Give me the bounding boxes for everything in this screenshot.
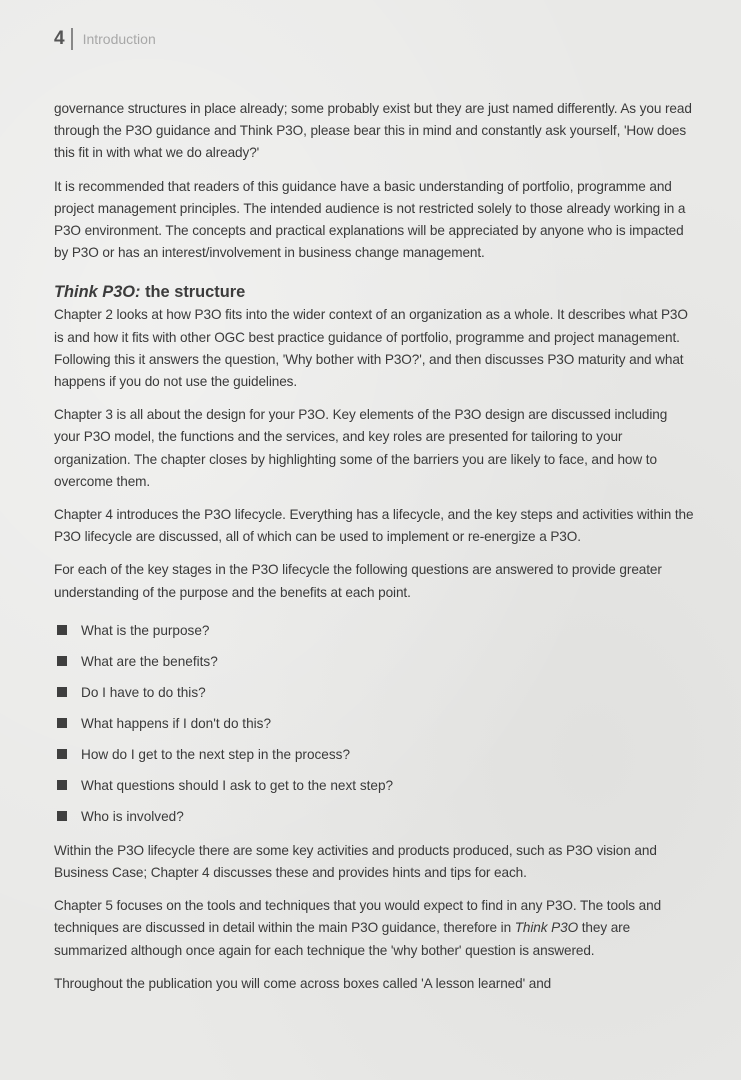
list-item-text: What is the purpose? xyxy=(81,622,210,638)
list-item xyxy=(54,801,694,832)
heading-rest: the structure xyxy=(140,283,246,302)
list-item-text: What are the benefits? xyxy=(81,653,218,669)
square-bullet-icon xyxy=(57,625,67,635)
list-item-text: What questions should I ask to get to the next step? xyxy=(81,777,394,793)
running-head xyxy=(54,24,694,54)
square-bullet-icon xyxy=(57,687,67,697)
paragraph-lesson-boxes: Throughout the publication you will come across boxes called 'A lesson learned' and xyxy=(54,975,552,991)
square-bullet-icon xyxy=(57,780,67,790)
square-bullet-icon xyxy=(57,656,67,666)
list-item-text: What happens if I don't do this? xyxy=(81,715,272,731)
square-bullet-icon xyxy=(57,811,67,821)
list-item xyxy=(54,708,694,739)
book-page xyxy=(54,24,694,1006)
square-bullet-icon xyxy=(57,718,67,728)
paragraph-audience: It is recommended that readers of this guidance have a basic understanding of portfolio, programme and project management principles. The intended audience is not restricted solely to those already working in a P3O environment. The concepts and practical explanations will be appreciated by anyone who is impacted by P3O or has an interest/involvement in business change management. xyxy=(54,178,686,261)
list-item xyxy=(54,646,694,677)
page-number: 4 xyxy=(54,28,65,49)
square-bullet-icon xyxy=(57,749,67,759)
paragraph-governance: governance structures in place already; some probably exist but they are just named differently. As you read through the P3O guidance and Think P3O, please bear this in mind and constantly ask yourself, 'How does this fit in with what we do already?' xyxy=(54,101,692,161)
section-heading xyxy=(54,280,694,304)
list-item xyxy=(54,739,694,770)
paragraph-chapter-5 xyxy=(54,895,694,962)
paragraph-chapter-5-italic: Think P3O xyxy=(514,920,579,936)
list-item xyxy=(54,677,694,708)
list-item-text: Who is involved? xyxy=(81,808,184,824)
question-list xyxy=(54,615,694,832)
paragraph-chapter-2: Chapter 2 looks at how P3O fits into the wider context of an organization as a whole. It describes what P3O is and how it fits with other OGC best practice guidance of portfolio, programme and project management. Following this it answers the question, 'Why bother with P3O?', and then discusses P3O maturity and what happens if you do not use the guidelines. xyxy=(54,307,688,390)
list-item-text: How do I get to the next step in the process? xyxy=(81,746,351,762)
paragraph-chapter-4: Chapter 4 introduces the P3O lifecycle. Everything has a lifecycle, and the key steps and activities within the P3O lifecycle are discussed, all of which can be used to implement or re-energize a P3O. xyxy=(54,507,694,545)
list-item-text: Do I have to do this? xyxy=(81,684,206,700)
section-name: Introduction xyxy=(82,31,156,47)
list-item xyxy=(54,770,694,801)
list-item xyxy=(54,615,694,646)
paragraph-lifecycle-products: Within the P3O lifecycle there are some key activities and products produced, such as P3O vision and Business Case; Chapter 4 discusses these and provides hints and tips for each. xyxy=(54,842,657,881)
header-divider xyxy=(71,28,73,50)
paragraph-key-stages: For each of the key stages in the P3O lifecycle the following questions are answered to provide greater understanding of the purpose and the benefits at each point. xyxy=(54,562,662,600)
heading-italic: Think P3O: xyxy=(54,283,141,302)
paragraph-chapter-5-text-b: they are summarized although once again for each technique the 'why bother' question is answered. xyxy=(54,920,631,958)
paragraph-chapter-5-text-a: Chapter 5 focuses on the tools and techniques that you would expect to find in any P3O. The tools and techniques are discussed in detail within the main P3O guidance, therefore in xyxy=(54,898,662,936)
paragraph-chapter-3: Chapter 3 is all about the design for your P3O. Key elements of the P3O design are discussed including your P3O model, the functions and the services, and key roles are presented for tailoring to your organization. The chapter closes by highlighting some of the barriers you are likely to face, and how to overcome them. xyxy=(54,407,668,489)
